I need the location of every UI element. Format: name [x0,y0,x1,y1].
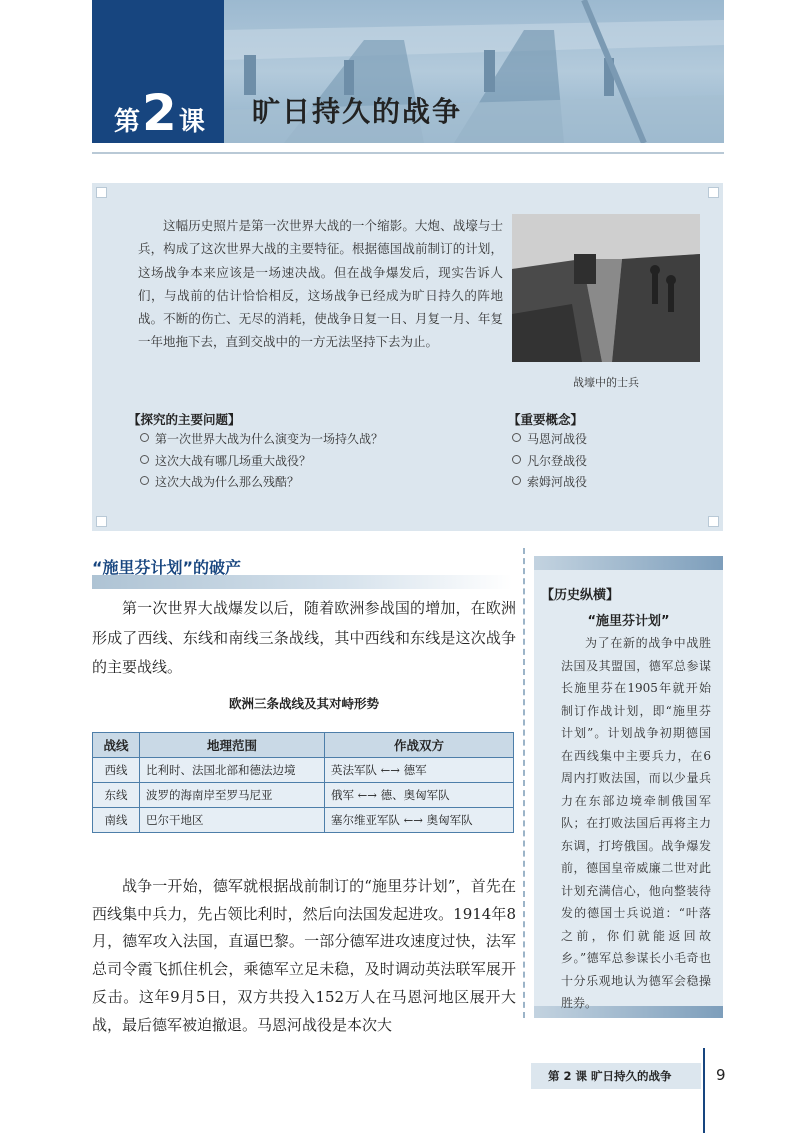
circle-bullet-icon [512,455,521,464]
question-item: 这次大战有哪几场重大战役？ [140,451,383,473]
intro-text: 这幅历史照片是第一次世界大战的一个缩影。大炮、战壕与士兵，构成了这次世界大战的主要特征。根据德国战前制订的计划，这场战争本来应该是一场速决战。但在战争爆发后，现实告诉人们，与战前的估计恰恰相反，这场战争已经成为旷日持久的阵地战。不断的伤亡、无尽的消耗，使战争日复一日、月复一月、年复一年地拖下去，直到交战中的一方无法坚持下去为止。 [138,218,503,350]
concept-item: 索姆河战役 [512,472,587,494]
sidebar-text: 为了在新的战争中战胜法国及其盟国，德军总参谋长施里芬在1905年就开始制订作战计划，即“施里芬计划”。计划战争初期德国在西线集中主要兵力，在6周内打败法国，而以少量兵力在东部边境牵制俄国军队；在打败法国后再将主力东调，打垮俄国。战争爆发前，德国皇帝威廉二世对此计划充满信心，他向整装待发的德国士兵说道：“叶落之前，你们就能返回故乡。”德军总参谋长小毛奇也十分乐观地认为德军会稳操胜券。 [561,636,711,1010]
concepts-list [512,429,587,494]
concept-item: 马恩河战役 [512,429,587,451]
table-cell: 南线 [93,808,140,833]
corner-mark [708,516,719,527]
lesson-title: 旷日持久的战争 [252,95,463,128]
table-header-cell: 作战双方 [325,733,514,758]
table-cell: 比利时、法国北部和德法边境 [140,758,325,783]
section-title: “施里芬计划”的破产 [92,558,242,577]
table-cell: 波罗的海南岸至罗马尼亚 [140,783,325,808]
lesson-suffix: 课 [178,107,205,137]
table-cell: 巴尔干地区 [140,808,325,833]
table-row [93,783,514,808]
table-header-cell: 战线 [93,733,140,758]
sidebar-label: 【历史纵横】 [541,588,620,603]
trench-photo [512,214,700,362]
lesson-badge [92,0,224,143]
questions-list [140,429,383,494]
table-cell: 西线 [93,758,140,783]
footer-lesson-title: 第 2 课 旷日持久的战争 [548,1069,672,1083]
table-header-cell: 地理范围 [140,733,325,758]
sidebar-divider [523,548,525,1018]
sidebar-title: “施里芬计划” [587,614,670,629]
fronts-table [92,732,514,833]
table-cell: 东线 [93,783,140,808]
table-title: 欧洲三条战线及其对峙形势 [228,696,379,711]
concepts-heading: 【重要概念】 [508,412,584,427]
table-cell: 俄军 ←→ 德、奥匈军队 [325,783,514,808]
question-item: 第一次世界大战为什么演变为一场持久战？ [140,429,383,451]
circle-bullet-icon [512,433,521,442]
questions-heading: 【探究的主要问题】 [128,412,241,427]
page-number: 9 [716,1066,726,1084]
circle-bullet-icon [140,455,149,464]
lesson-prefix: 第 [114,107,141,137]
table-header-row [93,733,514,758]
corner-mark [96,516,107,527]
question-item: 这次大战为什么那么残酷？ [140,472,383,494]
table-row [93,758,514,783]
circle-bullet-icon [512,476,521,485]
sidebar-top-bar [534,556,723,570]
circle-bullet-icon [140,476,149,485]
corner-mark [708,187,719,198]
table-cell: 塞尔维亚军队 ←→ 奥匈军队 [325,808,514,833]
concept-item: 凡尔登战役 [512,451,587,473]
table-row [93,808,514,833]
photo-caption: 战壕中的士兵 [573,376,639,389]
footer-divider [703,1048,705,1133]
lesson-number: 2 [142,84,177,142]
circle-bullet-icon [140,433,149,442]
body-paragraph: 第一次世界大战爆发以后，随着欧洲参战国的增加，在欧洲形成了西线、东线和南线三条战线，其中西线和东线是这次战争的主要战线。 [92,599,516,676]
corner-mark [96,187,107,198]
lesson-label [114,84,205,142]
table-cell: 英法军队 ←→ 德军 [325,758,514,783]
body-paragraph: 战争一开始，德军就根据战前制订的“施里芬计划”，首先在西线集中兵力，先占领比利时，然后向法国发起进攻。1914年8月，德军攻入法国，直逼巴黎。一部分德军进攻速度过快，法军总司令霞飞抓住机会，乘德军立足未稳，及时调动英法联军展开反击。这年9月5日，双方共投入152万人在马恩河地区展开大战，最后德军被迫撤退。马恩河战役是本次大 [92,877,516,1034]
header-divider [92,152,724,154]
